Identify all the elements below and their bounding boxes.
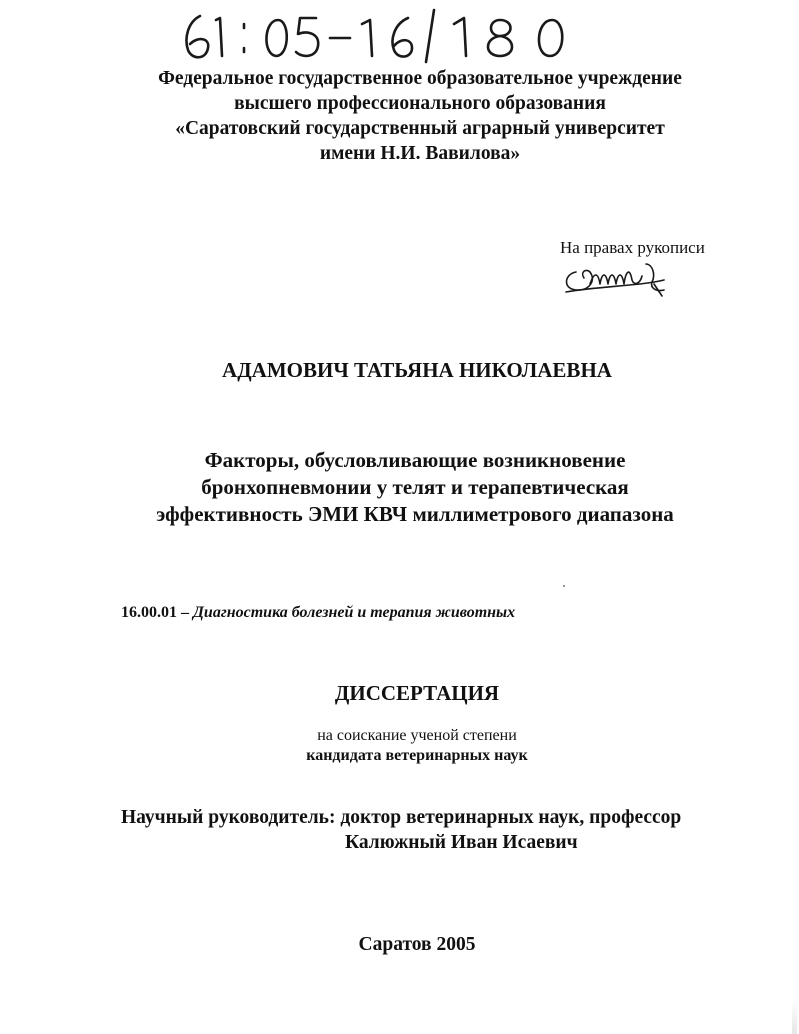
specialty-name: Диагностика болезней и терапия животных [193,604,516,621]
handwritten-signature [560,250,680,298]
city-year: Саратов 2005 [358,934,476,955]
scan-speck [563,585,565,587]
degree-line-1: на соискание ученой степени [317,727,517,744]
handwritten-code-drawing [172,6,592,64]
manuscript-rights-note: На правах рукописи [560,238,705,257]
specialty-separator: – [177,604,193,621]
institution-block [60,66,780,166]
supervisor-name: Калюжный Иван Исаевич [345,832,578,853]
topic-line-1: Факторы, обусловливающие возникновение [204,448,626,472]
specialty-line [121,603,515,623]
institution-line-4: имени Н.И. Вавилова» [319,143,521,164]
topic-line-3: эффективность ЭМИ КВЧ миллиметрового диапазона [156,502,674,526]
specialty-code: 16.00.01 [121,604,177,621]
supervisor-label: Научный руководитель: доктор ветеринарных наук, профессор [121,807,682,828]
institution-line-1: Федеральное государственное образовательное учреждение [158,68,682,89]
institution-line-2: высшего профессионального образования [234,93,606,114]
institution-line-3: «Саратовский государственный аграрный университет [175,118,665,139]
author-name: АДАМОВИЧ ТАТЬЯНА НИКОЛАЕВНА [222,358,612,382]
dissertation-topic [80,447,750,528]
topic-line-2: бронхопневмонии у телят и терапевтическая [201,475,629,499]
document-type-heading: ДИССЕРТАЦИЯ [334,681,500,705]
scan-edge-shadow [792,1000,797,1034]
degree-line-2: кандидата ветеринарных наук [306,747,528,764]
signature-drawing [560,250,680,298]
handwritten-archive-code [172,6,592,64]
